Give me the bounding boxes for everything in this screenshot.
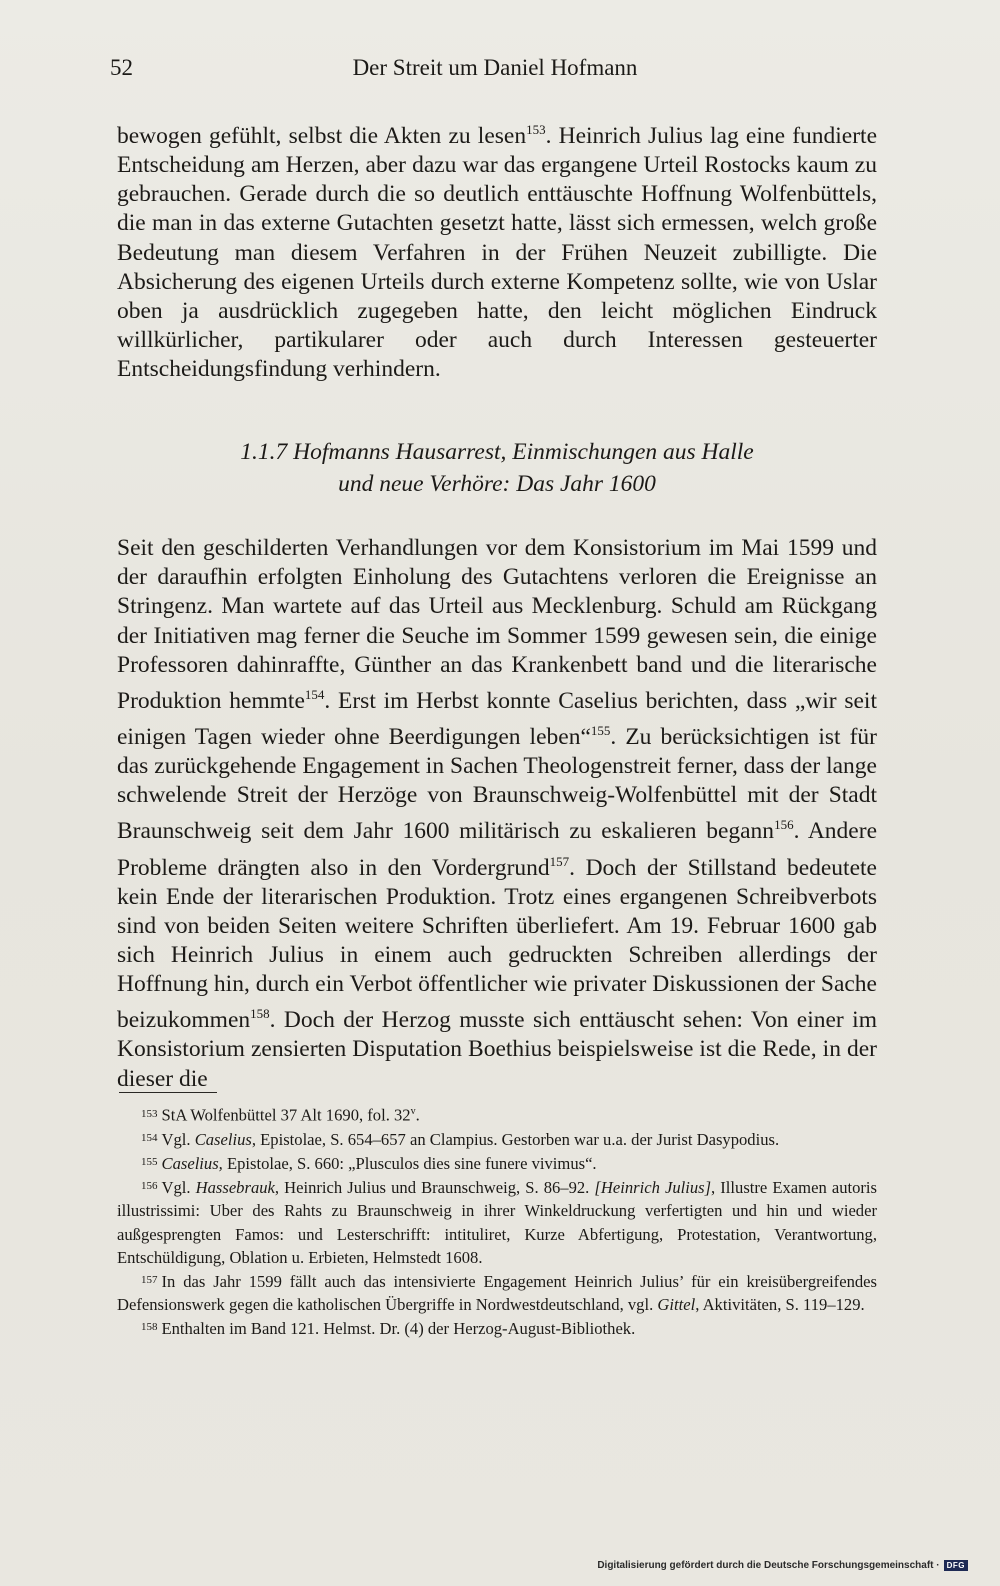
footnote: $^{158}$ Enthalten im Band 121. Helmst. Dr. (4) der Herzog-August-Bibliothek. — [141, 1319, 636, 1339]
footnotes — [117, 1100, 877, 1341]
footnote: $^{154}$ Vgl. Caselius, Epistolae, S. 654–657 an Clampius. Gestorben war u.a. der Jurist Dasypodius. — [141, 1129, 780, 1149]
footnote-divider — [119, 1092, 217, 1093]
section-heading-line: 1.1.7 Hofmanns Hausarrest, Einmischungen aus Halle — [240, 439, 754, 465]
section-heading — [117, 436, 877, 500]
footnote: $^{155}$ Caselius, Epistolae, S. 660: „Plusculos dies sine funere vivimus“. — [141, 1153, 597, 1173]
page-header — [110, 55, 880, 91]
footnote: $^{157}$ In das Jahr 1599 fällt auch das intensivierte Engagement Heinrich Julius’ für ein kreisübergreifendes Defensionswerk gegen die katholischen Übergriffe in Nordwestdeutschland, vgl. Gittel, Aktivitäten, S. 119–129. — [117, 1271, 877, 1315]
footnote-ref: 158 — [250, 1006, 270, 1022]
footnote-ref: 154 — [304, 687, 325, 703]
page-number: 52 — [110, 55, 133, 80]
footnote: $^{153}$ StA Wolfenbüttel 37 Alt 1690, fol. 32$^v$. — [141, 1105, 420, 1125]
digitization-credit — [597, 1560, 968, 1571]
footnote-ref: 153 — [526, 122, 546, 137]
running-head: Der Streit um Daniel Hofmann — [352, 55, 638, 80]
section-heading-line: und neue Verhöre: Das Jahr 1600 — [338, 471, 656, 497]
credit-text: Digitalisierung gefördert durch die Deutsche Forschungsgemeinschaft · — [597, 1560, 940, 1571]
body-paragraph: bewogen gefühlt, selbst die Akten zu lesen$^{153}$. Heinrich Julius lag eine fundierte Entscheidung am Herzen, aber dazu war das ergangene Urteil Rostocks kaum zu gebrauchen. Gerade durch die so deutlich enttäuschte Hoffnung Wolfenbüttels, die man in das externe Gutachten gesetzt hatte, lässt sich ermessen, welch große Bedeutung man diesem Verfahren in der Frühen Neuzeit zubilligte. Die Absicherung des eigenen Urteils durch externe Kompetenz sollte, wie von Uslar oben ja ausdrücklich zugegeben hatte, den leicht möglichen Eindruck willkürlicher, partikularer oder auch durch Interessen gesteuerter Entscheidungsfindung verhindern. — [117, 122, 878, 383]
footnote-ref: 155 — [590, 723, 611, 739]
body-paragraph: Seit den geschilderten Verhandlungen vor dem Konsistorium im Mai 1599 und der daraufhin erfolgten Einholung des Gutachtens verloren die Ereignisse an Stringenz. Man wartete auf das Urteil aus Mecklenburg. Schuld am Rückgang der Initiativen mag ferner die Seuche im Sommer 1599 gewesen sein, die einige Professoren dahinraffte, Günther an das Krankenbett band und die literarische Produktion hemmte$^{154}$. Erst im Herbst konnte Caselius berichten, dass „wir seit einigen Tagen wieder ohne Beerdigungen leben“$^{155}$. Zu berücksichtigen ist für das zurückgehende Engagement in Sachen Theologenstreit ferner, dass der lange schwelende Streit der Herzöge von Braunschweig-Wolfenbüttel mit der Stadt Braunschweig seit dem Jahr 1600 militärisch zu eskalieren begann$^{156}$. Andere Probleme drängten also in den Vordergrund$^{157}$. Doch der Stillstand bedeutete kein Ende der literarischen Produktion. Trotz eines ergangenen Schreibverbots sind von beiden Seiten weitere Schriften überliefert. Am 19. Februar 1600 gab sich Heinrich Julius in einem auch gedruckten Schreiben allerdings der Hoffnung hin, durch ein Verbot öffentlicher wie privater Diskussionen der Sache beizukommen$^{158}$. Doch der Herzog musste sich enttäuscht sehen: Von einer im Konsistorium zensierten Disputation Boethius beispielsweise ist die Rede, in der dieser die — [117, 535, 877, 1092]
footnote: $^{156}$ Vgl. Hassebrauk, Heinrich Julius und Braunschweig, S. 86–92. [Heinrich Julius], Illustre Examen autoris illustrissimi: Uber des Rahts zu Braunschweig in ihrer Winkeldruckung verfertigten und hin und wieder außgesprengten Famos: und Lesterschrifft: intituliret, Kurze Abfertigung, Protestation, Verantwortung, Entschüldigung, Oblation u. Erbieten, Helmstedt 1608. — [117, 1178, 877, 1267]
footnote-ref: 156 — [774, 817, 794, 833]
dfg-logo-icon: DFG — [944, 1560, 968, 1571]
footnote-ref: 157 — [549, 853, 570, 869]
